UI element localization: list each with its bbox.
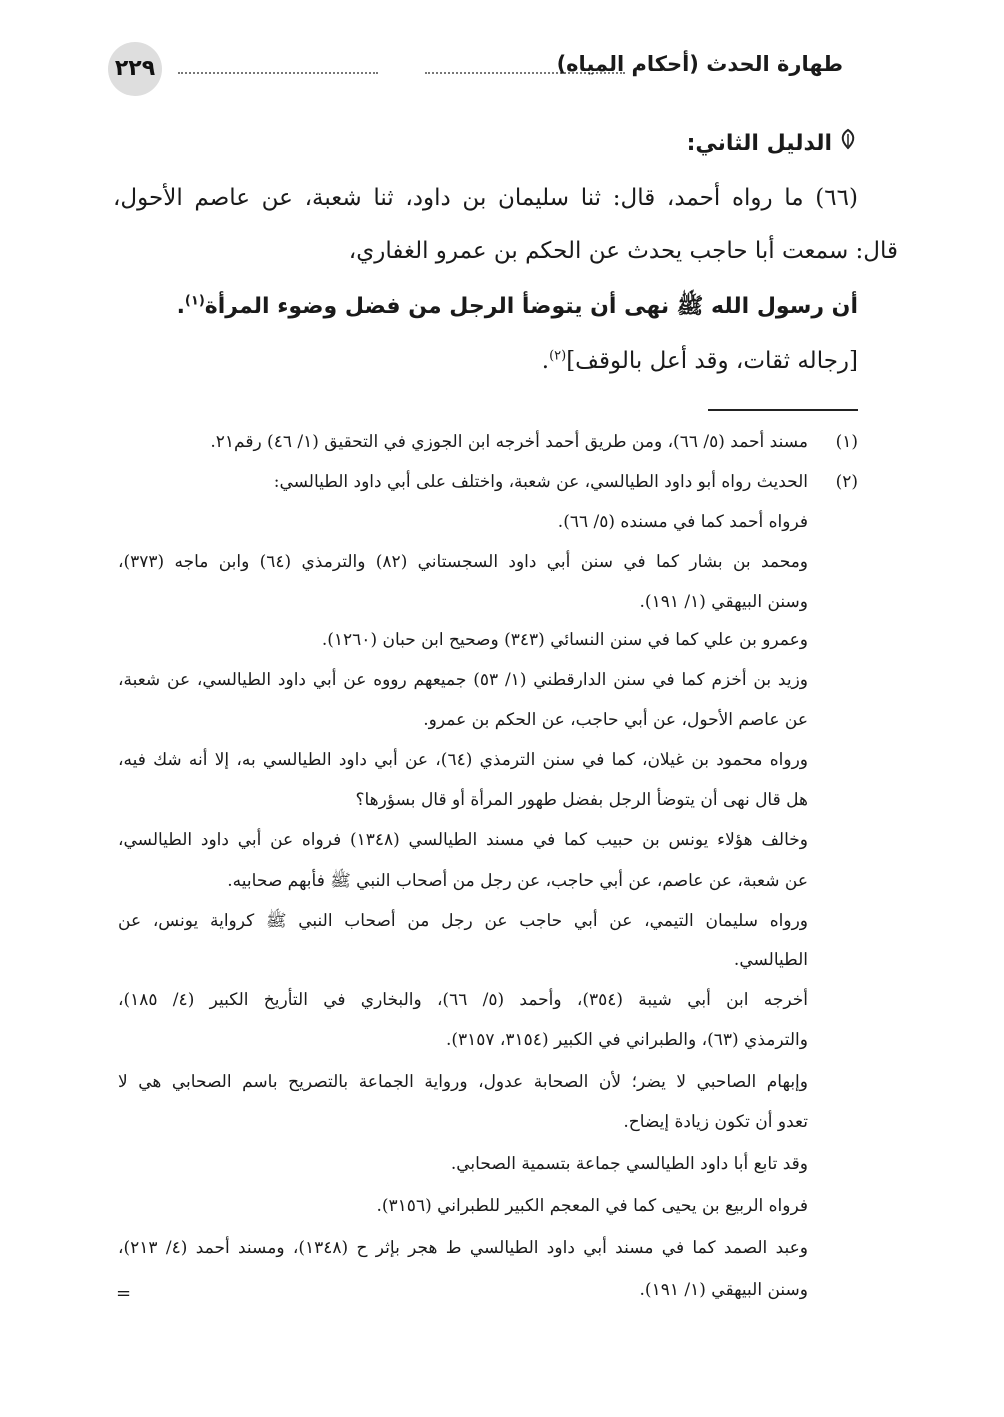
footnote-2-line: ورواه سليمان التيمي، عن أبي حاجب عن رجل من أصحاب النبي ﷺ كرواية يونس، عن [118,911,808,931]
page-number: ٢٢٩ [108,42,162,96]
ornament-leaf-icon [838,128,858,156]
running-title: طهارة الحدث (أحكام المياه) [556,52,843,76]
main-line-1: (٦٦) ما رواه أحمد، قال: ثنا سليمان بن داود، ثنا شعبة، عن عاصم الأحول، [113,185,858,211]
footnote-2-line: وسنن البيهقي (١/ ١٩١). [639,592,808,612]
footnote-ref-2[interactable]: (٢) [549,348,567,364]
footnote-2-line: وسنن البيهقي (١/ ١٩١). [639,1280,808,1300]
page-header [108,42,843,96]
grading-text: [رجاله ثقات، وقد أعل بالوقف] [566,348,858,374]
footnote-2-line: عن شعبة، عن عاصم، عن أبي حاجب، عن رجل من أصحاب النبي ﷺ فأبهم صحابيه. [227,871,808,891]
hadith-body: أن رسول الله ﷺ نهى أن يتوضأ الرجل من فضل وضوء المرأة [204,294,858,319]
footnote-2-line: وزيد بن أخزم كما في سنن الدارقطني (١/ ٥٣) جميعهم رووه عن أبي داود الطيالسي، عن شعبة، [118,670,808,690]
grading-note [542,348,858,374]
footnote-ref-1[interactable]: (١) [184,293,205,309]
footnote-2-line: ومحمد بن بشار كما في سنن أبي داود السجستاني (٨٢) والترمذي (٦٤) وابن ماجه (٣٧٣)، [118,552,809,572]
footnote-2-line: الحديث رواه أبو داود الطيالسي، عن شعبة، واختلف على أبي داود الطيالسي: [273,472,808,492]
footnote-2-line: هل قال نهى أن يتوضأ الرجل بفضل طهور المرأة أو قال بسؤرها؟ [355,790,808,810]
footnote-2-line: وعبد الصمد كما في مسند أبي داود الطيالسي ط هجر بإثر ح (١٣٤٨)، ومسند أحمد (٤/ ٢١٣)، [118,1238,808,1258]
footnote-2-line: عن عاصم الأحول، عن أبي حاجب، عن الحكم بن عمرو. [423,710,808,730]
footnote-2-number: (٢) [835,472,858,492]
footnote-2-line: وعمرو بن علي كما في سنن النسائي (٣٤٣) وصحيح ابن حبان (١٢٦٠). [321,630,808,650]
footnote-2-line: ورواه محمود بن غيلان، كما في سنن الترمذي (٦٤)، عن أبي داود الطيالسي به، إلا أنه شك فيه، [118,750,808,770]
footnote-2-line: أخرجه ابن أبي شيبة (٣٥٤)، وأحمد (٥/ ٦٦)، والبخاري في التأريخ الكبير (٤/ ١٨٥)، [118,990,809,1010]
grading-end: . [541,348,550,374]
footnote-2-line: وخالف هؤلاء يونس بن حبيب كما في مسند الطيالسي (١٣٤٨) فرواه عن أبي داود الطيالسي، [118,830,808,850]
main-line-2: قال: سمعت أبا حاجب يحدث عن الحكم بن عمرو الغفاري، [348,238,898,264]
section-heading [687,128,858,156]
footnote-2-line: الطيالسي. [733,950,808,970]
hadith-text [177,292,858,324]
footnote-separator [708,409,858,411]
footnote-2-line: فرواه الربيع بن يحيى كما في المعجم الكبير للطبراني (٣١٥٦). [376,1196,808,1216]
footnote-2-line: تعدو أن تكون زيادة إيضاح. [623,1112,808,1132]
heading-text: الدليل الثاني: [686,131,832,156]
hadith-end: . [176,294,185,319]
continuation-mark: = [116,1283,132,1304]
footnote-1-text: مسند أحمد (٥/ ٦٦)، ومن طريق أحمد أخرجه ابن الجوزي في التحقيق (١/ ٤٦) رقم٢١. [210,432,808,452]
footnote-2-line: فرواه أحمد كما في مسنده (٥/ ٦٦). [557,512,808,532]
footnote-1-number: (١) [835,432,858,452]
footnote-2-line: وإبهام الصاحبي لا يضر؛ لأن الصحابة عدول، ورواية الجماعة بالتصريح باسم الصحابي هي لا [118,1072,808,1092]
footnote-2-line: والترمذي (٦٣)، والطبراني في الكبير (٣١٥٤، ٣١٥٧). [445,1030,808,1050]
header-rule-left [178,72,378,74]
footnote-2-line: وقد تابع أبا داود الطيالسي جماعة بتسمية الصحابي. [450,1154,808,1174]
